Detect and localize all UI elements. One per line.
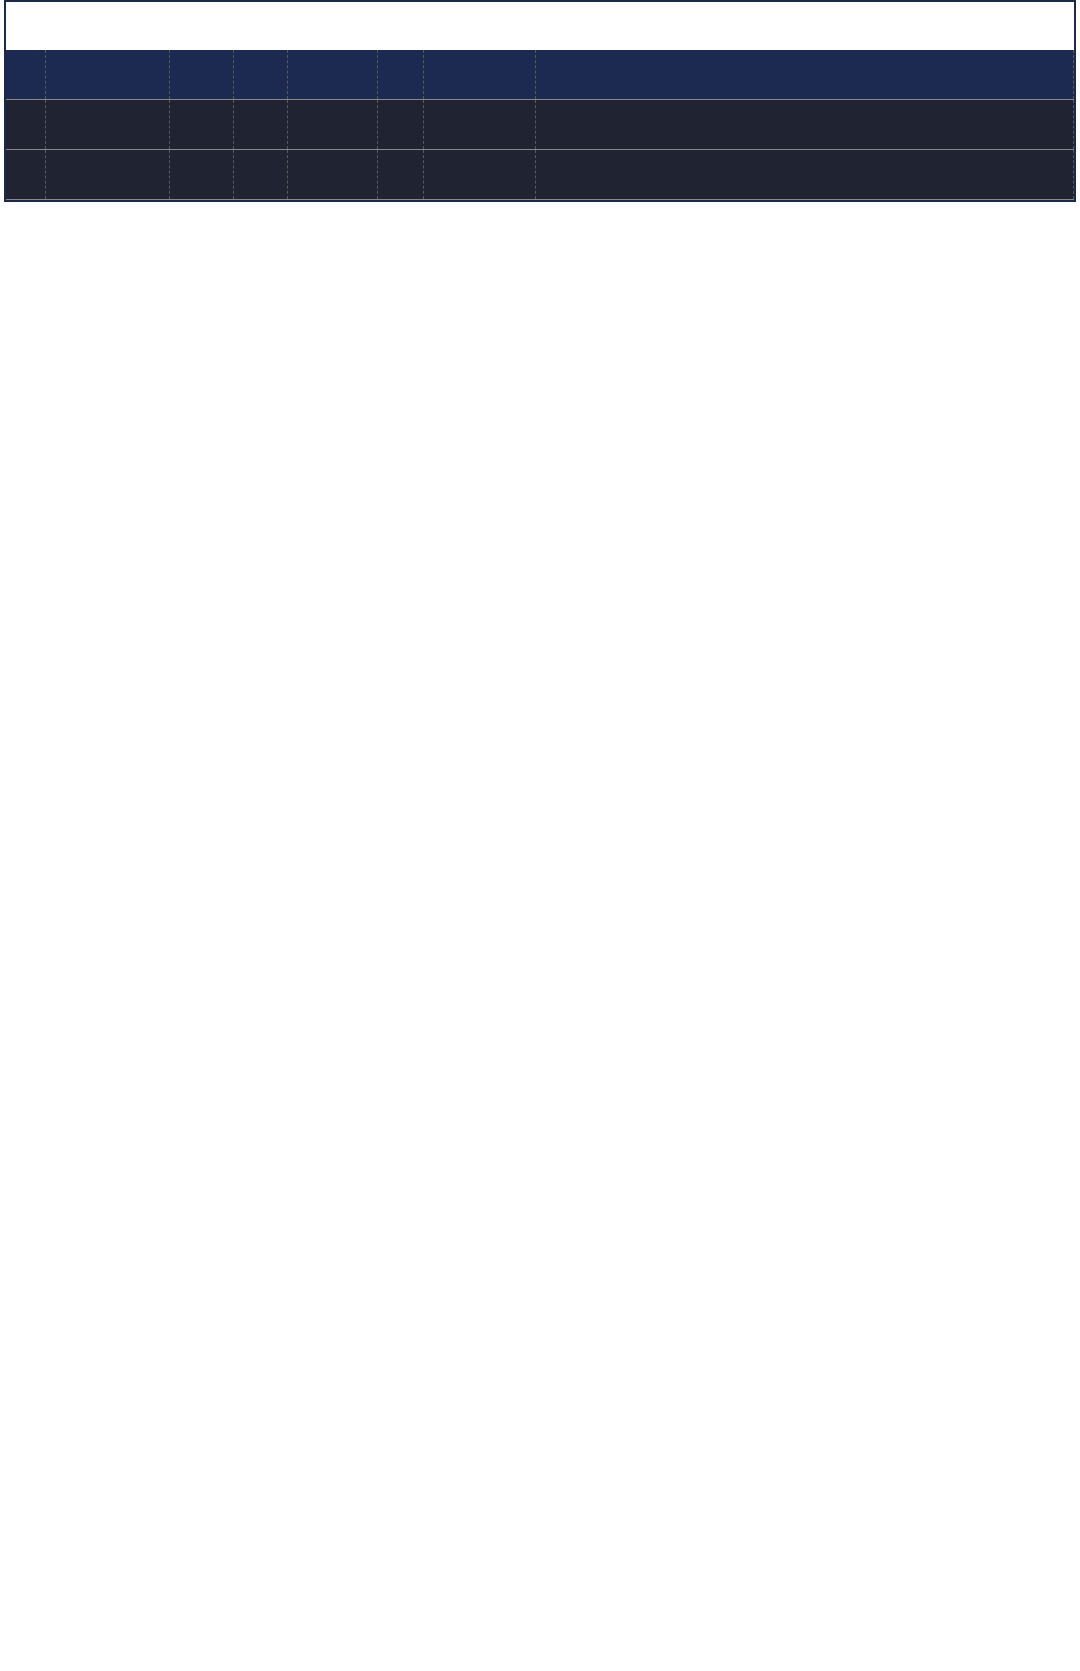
header-mid	[6, 100, 1074, 150]
guild-directory	[4, 0, 1076, 202]
guild-table	[4, 50, 1076, 202]
header-bot	[6, 150, 1074, 200]
header-top	[6, 50, 1074, 100]
title-bar	[4, 0, 1076, 50]
